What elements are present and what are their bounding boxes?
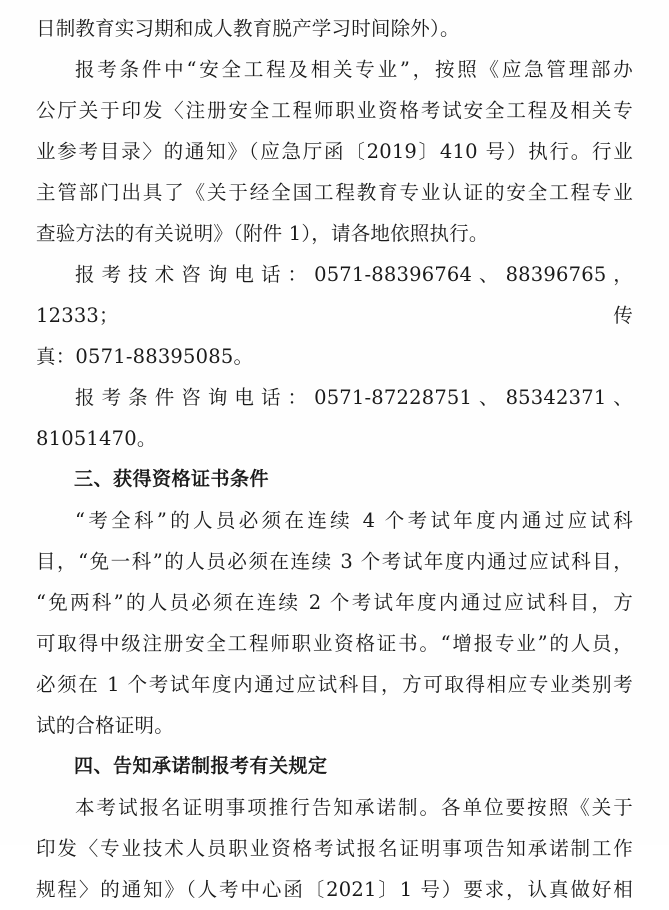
line: 业参考目录〉的通知》（应急厅函〔2019〕410 号）执行。行业 bbox=[36, 140, 633, 163]
line: 本考试报名证明事项推行告知承诺制。各单位要按照《关于 bbox=[75, 796, 633, 819]
line: 报考条件中“安全工程及相关专业”，按照《应急管理部办 bbox=[75, 58, 633, 81]
line: 报考技术咨询电话：0571-88396764、88396765，12333；传 bbox=[36, 263, 633, 327]
line: 目，“免一科”的人员必须在连续 3 个考试年度内通过应试科目， bbox=[36, 550, 633, 573]
paragraph-block-6 bbox=[36, 500, 633, 541]
line: 主管部门出具了《关于经全国工程教育专业认证的安全工程专业 bbox=[36, 181, 633, 204]
paragraph-continuation: 日制教育实习期和成人教育脱产学习时间除外）。 bbox=[36, 17, 460, 40]
line: 印发〈专业技术人员职业资格考试报名证明事项告知承诺制工作 bbox=[36, 837, 633, 860]
line: “考全科”的人员必须在连续 4 个考试年度内通过应试科 bbox=[75, 509, 633, 532]
paragraph-block-3 bbox=[36, 254, 633, 336]
line: 可取得中级注册安全工程师职业资格证书。“增报专业”的人员， bbox=[36, 632, 633, 655]
document-body bbox=[36, 8, 633, 910]
section-heading-4: 四、告知承诺制报考有关规定 bbox=[74, 755, 328, 777]
line: 公厅关于印发〈注册安全工程师职业资格考试安全工程及相关专 bbox=[36, 99, 633, 122]
line: 查验方法的有关说明》（附件 1），请各地依照执行。 bbox=[36, 222, 489, 245]
line: 必须在 1 个考试年度内通过应试科目，方可取得相应专业类别考 bbox=[36, 673, 633, 696]
paragraph-block-2 bbox=[36, 49, 633, 90]
section-heading-3: 三、获得资格证书条件 bbox=[74, 468, 270, 490]
line: “免两科”的人员必须在连续 2 个考试年度内通过应试科目，方 bbox=[36, 591, 633, 614]
paragraph-block-4: 报考条件咨询电话：0571-87228751、85342371、81051470。 bbox=[36, 386, 633, 450]
line: 规程〉的通知》（人考中心函〔2021〕1 号）要求，认真做好相 bbox=[36, 878, 633, 901]
line: 试的合格证明。 bbox=[36, 714, 174, 737]
paragraph-block-8 bbox=[36, 787, 633, 828]
line: 真：0571-88395085。 bbox=[36, 345, 254, 368]
